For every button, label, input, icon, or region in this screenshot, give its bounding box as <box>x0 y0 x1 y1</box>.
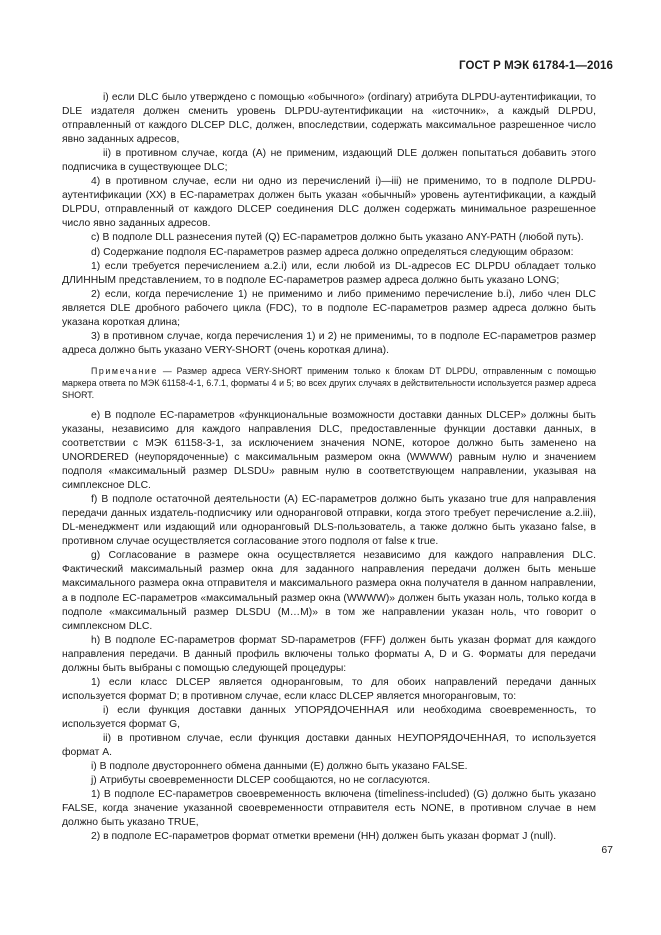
page-number: 67 <box>601 844 613 856</box>
paragraph: g) Согласование в размере окна осуществляется независимо для каждого направления DLC. Фактический максимальный размер окна для заданного направления передачи должен быть меньше максимального размера окна отправителя и максимального размера окна получателя в данном направлении, а в подполе ЕС-параметров «максимальный размер окна (WWWW)» должен быть указан ноль, только когда в подполе «максимальный размер DLSDU (M…M)» в том же направлении указан ноль, что говорит о симплексном DLC. <box>62 550 596 632</box>
paragraph: ii) в противном случае, когда (А) не применим, издающий DLE должен попытаться добавить этого подписчика в существующее DLC; <box>62 148 596 174</box>
paragraph: d) Содержание подполя ЕС-параметров размер адреса должно определяться следующим образом: <box>91 246 574 258</box>
paragraph: 3) в противном случае, когда перечисления 1) и 2) не применимы, то в подполе ЕС-параметров размер адреса должно быть указано VERY-SHORT (очень короткая длина). <box>62 330 596 356</box>
paragraph: 4) в противном случае, если ни одно из перечислений i)—iii) не применимо, то в подполе DLPDU-аутентификации (XX) в ЕС-параметрах должен быть указан «обычный» уровень аутентификации, а каждый DLPDU, отправленный от каждого DLCEP соединения DLC должен содержать минимальное разрешенное число явно заданных адресов. <box>62 176 596 230</box>
paragraph: с) В подполе DLL разнесения путей (Q) ЕС-параметров должно быть указано ANY-PATH (любой путь). <box>91 232 584 244</box>
document-header: ГОСТ Р МЭК 61784-1—2016 <box>459 60 613 72</box>
paragraph: i) В подполе двустороннего обмена данными (Е) должно быть указано FALSE. <box>91 761 468 773</box>
paragraph: е) В подполе ЕС-параметров «функциональные возможности доставки данных DLCEP» должны быть указаны, независимо для каждого направления DLC, предоставленные функции доставки данных, в соответствии с МЭК 61158-3-1, за исключением значения NONE, которое должно быть заменено на UNORDERED (неупорядоченные) с максимальным размером окна (WWWW) равным нулю и значением подполя «максимальный размер DLSDU» равным нулю в соответствующем направлении, указывая на симплексное DLC. <box>62 409 596 492</box>
paragraph: i) если DLC было утверждено с помощью «обычного» (ordinary) атрибута DLPDU-аутентификации, то DLE издателя должен сменить уровень DLPDU-аутентификации на «источник», а каждый DLPDU, отправленный от каждого DLCEP DLC, должен, впоследствии, содержать максимальное разрешенное число явно заданных адресов, <box>62 92 596 146</box>
paragraph: i) если функция доставки данных УПОРЯДОЧЕННАЯ или необходима своевременность, то используется формат G, <box>62 704 596 730</box>
note <box>62 365 596 401</box>
paragraph: 1) В подполе ЕС-параметров своевременность включена (timeliness-included) (G) должно быть указано FALSE, когда значение указанной своевременности отправителя есть NONE, в противном случае в нем должно быть указано TRUE, <box>62 789 596 829</box>
note-text: — Размер адреса VERY-SHORT применим только к блокам DT DLPDU, отправленным с помощью маркера ответа по МЭК 61158-4-1, 6.7.1, форматы 4 и 5; во всех других случаях в действительности используется размер адреса SHORT. <box>62 365 596 400</box>
paragraph: 1) если требуется перечислением а.2.i) или, если любой из DL-адресов ЕС DLPDU обладает только ДЛИННЫМ представлением, то в подполе ЕС-параметров размер адреса должно быть указано LONG; <box>62 260 596 286</box>
paragraph: ii) в противном случае, если функция доставки данных НЕУПОРЯДОЧЕННАЯ, то используется формат А. <box>62 732 596 759</box>
paragraph: h) В подполе ЕС-параметров формат SD-параметров (FFF) должен быть указан формат для каждого направления передачи. В данный профиль включены только форматы А, D и G. Форматы для передачи должны быть выбраны с помощью следующей процедуры: <box>62 634 596 674</box>
paragraph: 2) если, когда перечисление 1) не применимо и либо применимо перечисление b.i), либо член DLC является DLE дробного рабочего цикла (FDC), то в подполе ЕС-параметров размер адреса должно быть указана короткая длина; <box>62 288 596 328</box>
paragraph: 2) в подполе ЕС-параметров формат отметки времени (HH) должен быть указан формат J (null). <box>91 831 557 843</box>
paragraph: f) В подполе остаточной деятельности (А) ЕС-параметров должно быть указано true для направления передачи данных издатель-подписчику или одноранговой отправки, когда этого требует перечисление а.2.iii), DL-менеджмент или издающий или одноранговый DLS-пользователь, а также должно быть указано false, в противном случае осуществляется согласование этого подполя от false к true. <box>62 494 596 548</box>
paragraph: j) Атрибуты своевременности DLCEP сообщаются, но не согласуются. <box>91 775 431 787</box>
note-label: Примечание <box>91 365 158 376</box>
paragraph: 1) если класс DLCEP является одноранговым, то для обоих направлений передачи данных используется формат D; в противном случае, если класс DLCEP является многоранговым, то: <box>62 676 596 702</box>
document-body <box>62 91 596 844</box>
